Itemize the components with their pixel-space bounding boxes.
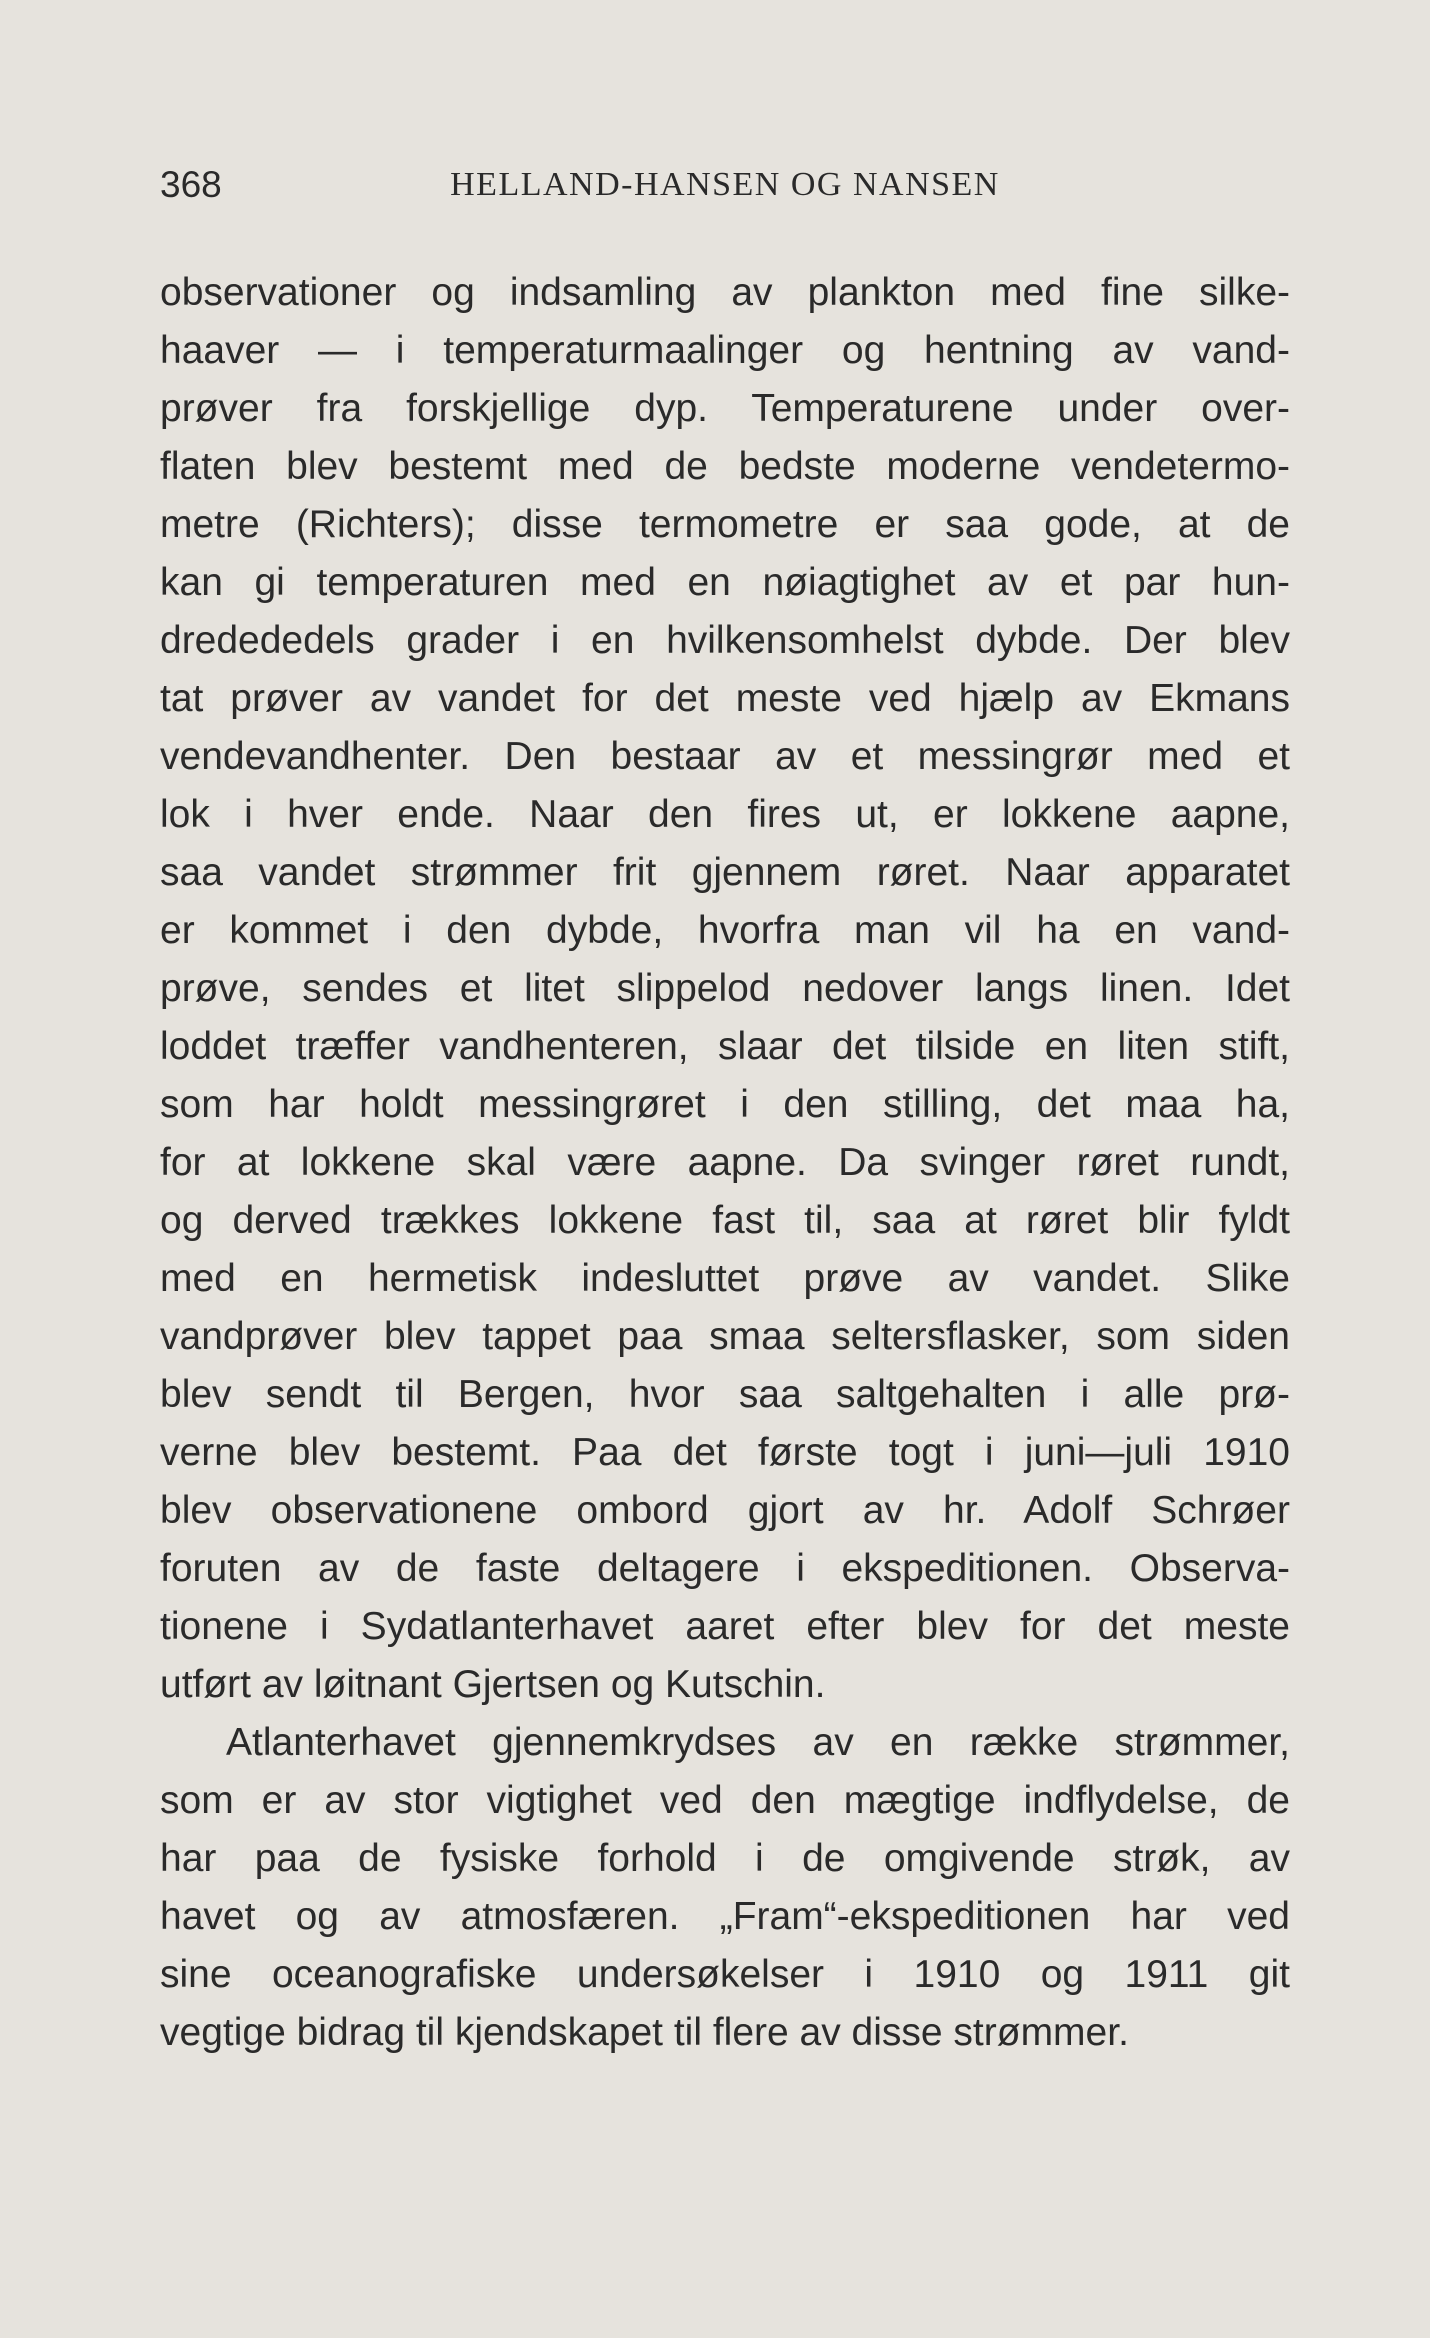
text-line: prøve, sendes et litet slippelod nedover langs linen. Idet xyxy=(160,967,1290,1010)
text-line: verne blev bestemt. Paa det første togt i juni—juli 1910 xyxy=(160,1431,1290,1474)
page-header xyxy=(160,160,1290,210)
page-number: 368 xyxy=(160,164,222,205)
text-line: kan gi temperaturen med en nøiagtighet av et par hun- xyxy=(160,561,1290,604)
paragraph-1 xyxy=(160,264,1290,1714)
body-text xyxy=(160,264,1290,2062)
text-line: tat prøver av vandet for det meste ved hjælp av Ekmans xyxy=(160,677,1290,720)
running-head: HELLAND-HANSEN OG NANSEN xyxy=(450,166,1000,203)
text-line: som har holdt messingrøret i den stilling, det maa ha, xyxy=(160,1083,1290,1126)
text-line: som er av stor vigtighet ved den mægtige indflydelse, de xyxy=(160,1779,1290,1822)
text-line: blev observationene ombord gjort av hr. Adolf Schrøer xyxy=(160,1489,1290,1532)
text-line: observationer og indsamling av plankton med fine silke- xyxy=(160,271,1290,314)
text-line: blev sendt til Bergen, hvor saa saltgehalten i alle prø- xyxy=(160,1373,1290,1416)
paragraph-2 xyxy=(160,1714,1290,2062)
text-line: med en hermetisk indesluttet prøve av vandet. Slike xyxy=(160,1257,1290,1300)
text-line: haaver — i temperaturmaalinger og hentning av vand- xyxy=(160,329,1290,372)
text-line: og derved trækkes lokkene fast til, saa at røret blir fyldt xyxy=(160,1199,1290,1242)
text-line: utført av løitnant Gjertsen og Kutschin. xyxy=(160,1663,826,1706)
text-line: har paa de fysiske forhold i de omgivende strøk, av xyxy=(160,1837,1290,1880)
text-line: prøver fra forskjellige dyp. Temperaturene under over- xyxy=(160,387,1290,430)
text-line: metre (Richters); disse termometre er saa gode, at de xyxy=(160,503,1290,546)
text-line: flaten blev bestemt med de bedste moderne vendetermo- xyxy=(160,445,1290,488)
text-line: Atlanterhavet gjennemkrydses av en række strømmer, xyxy=(226,1721,1290,1764)
text-line: vandprøver blev tappet paa smaa seltersflasker, som siden xyxy=(160,1315,1290,1358)
text-line: er kommet i den dybde, hvorfra man vil ha en vand- xyxy=(160,909,1290,952)
text-line: foruten av de faste deltagere i ekspeditionen. Observa- xyxy=(160,1547,1290,1590)
text-line: vegtige bidrag til kjendskapet til flere av disse strømmer. xyxy=(160,2011,1129,2054)
text-line: sine oceanografiske undersøkelser i 1910 og 1911 git xyxy=(160,1953,1290,1996)
text-line: dredededels grader i en hvilkensomhelst dybde. Der blev xyxy=(160,619,1290,662)
text-line: lok i hver ende. Naar den fires ut, er lokkene aapne, xyxy=(160,793,1290,836)
text-line: saa vandet strømmer frit gjennem røret. Naar apparatet xyxy=(160,851,1290,894)
text-line: tionene i Sydatlanterhavet aaret efter blev for det meste xyxy=(160,1605,1290,1648)
text-line: havet og av atmosfæren. „Fram“-ekspeditionen har ved xyxy=(160,1895,1290,1938)
text-line: vendevandhenter. Den bestaar av et messingrør med et xyxy=(160,735,1290,778)
text-line: for at lokkene skal være aapne. Da svinger røret rundt, xyxy=(160,1141,1290,1184)
text-line: loddet træffer vandhenteren, slaar det tilside en liten stift, xyxy=(160,1025,1290,1068)
